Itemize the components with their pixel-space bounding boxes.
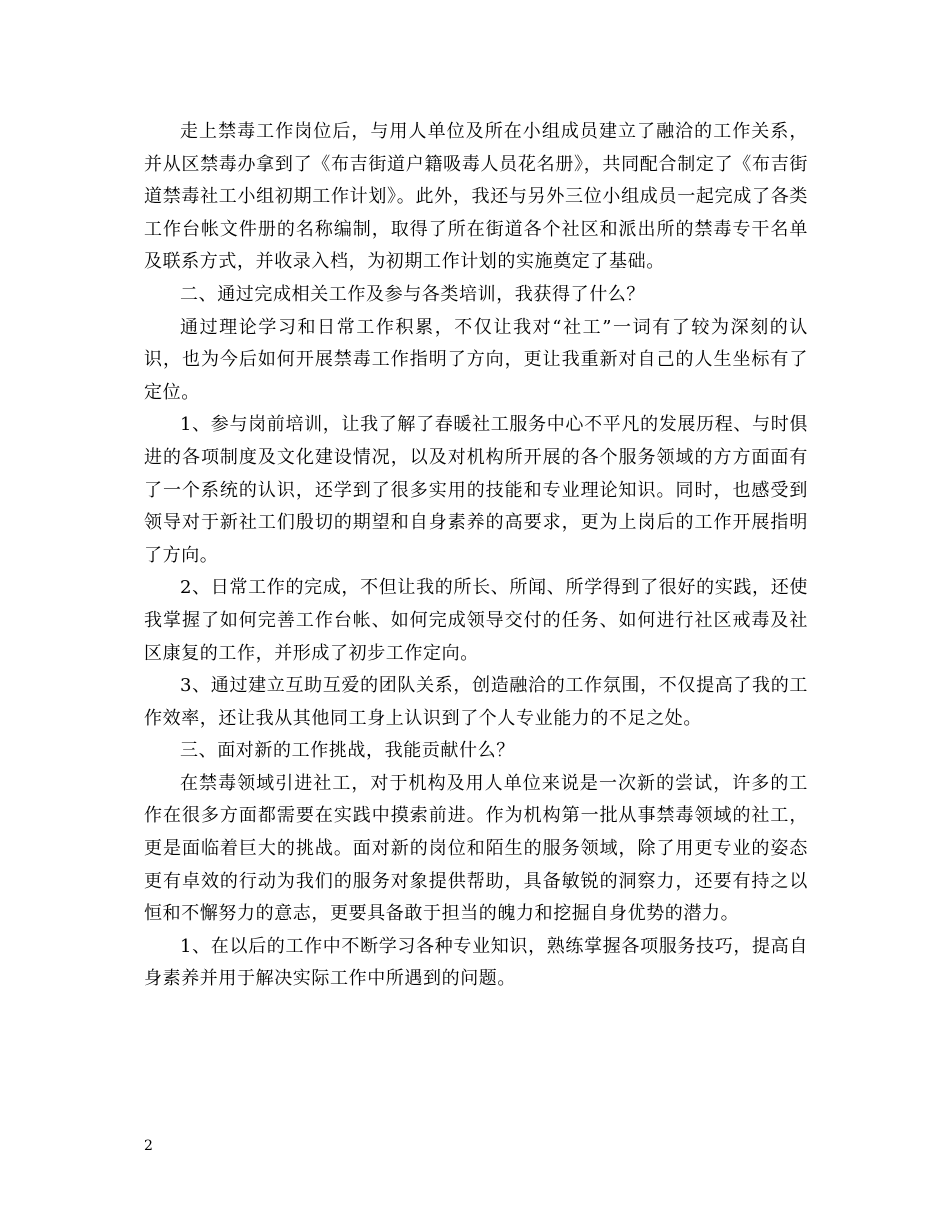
heading-section-three: 三、面对新的工作挑战，我能贡献什么？	[180, 740, 515, 762]
paragraph-new-challenges: 在禁毒领域引进社工，对于机构及用人单位来说是一次新的尝试，许多的工作在很多方面都需要在实践中摸索前进。作为机构第一批从事禁毒领域的社工，更是面临着巨大的挑战。面对新的岗位和陌生的服务领域，除了用更专业的姿态更有卓效的行动为我们的服务对象提供帮助，具备敏锐的洞察力，还要有持之以恒和不懈努力的意志，更要具备敢于担当的魄力和挖掘自身优势的潜力。	[144, 772, 808, 925]
document-body	[144, 116, 808, 996]
paragraph-item-daily-work: 2、日常工作的完成，不但让我的所长、所闻、所学得到了很好的实践，还使我掌握了如何完善工作台帐、如何完成领导交付的任务、如何进行社区戒毒及社区康复的工作，并形成了初步工作定向。	[144, 577, 808, 664]
paragraph-theory-learning: 通过理论学习和日常工作积累，不仅让我对“社工”一词有了较为深刻的认识，也为今后如何开展禁毒工作指明了方向，更让我重新对自己的人生坐标有了定位。	[144, 316, 808, 403]
paragraph-item-continuous-learning: 1、在以后的工作中不断学习各种专业知识，熟练掌握各项服务技巧，提高自身素养并用于解决实际工作中所遇到的问题。	[144, 935, 808, 990]
page-number: 2	[144, 1138, 153, 1154]
paragraph-work-relations: 走上禁毒工作岗位后，与用人单位及所在小组成员建立了融洽的工作关系，并从区禁毒办拿到了《布吉街道户籍吸毒人员花名册》，共同配合制定了《布吉街道禁毒社工小组初期工作计划》。此外，我还与另外三位小组成员一起完成了各类工作台帐文件册的名称编制，取得了所在街道各个社区和派出所的禁毒专干名单及联系方式，并收录入档，为初期工作计划的实施奠定了基础。	[144, 121, 808, 273]
paragraph-item-team-relations: 3、通过建立互助互爱的团队关系，创造融洽的工作氛围，不仅提高了我的工作效率，还让我从其他同工身上认识到了个人专业能力的不足之处。	[144, 675, 808, 729]
paragraph-item-pre-job-training: 1、参与岗前培训，让我了解了春暖社工服务中心不平凡的发展历程、与时俱进的各项制度及文化建设情况，以及对机构所开展的各个服务领域的方方面面有了一个系统的认识，还学到了很多实用的技能和专业理论知识。同时，也感受到领导对于新社工们殷切的期望和自身素养的高要求，更为上岗后的工作开展指明了方向。	[144, 414, 808, 566]
heading-section-two: 二、通过完成相关工作及参与各类培训，我获得了什么？	[180, 283, 645, 305]
